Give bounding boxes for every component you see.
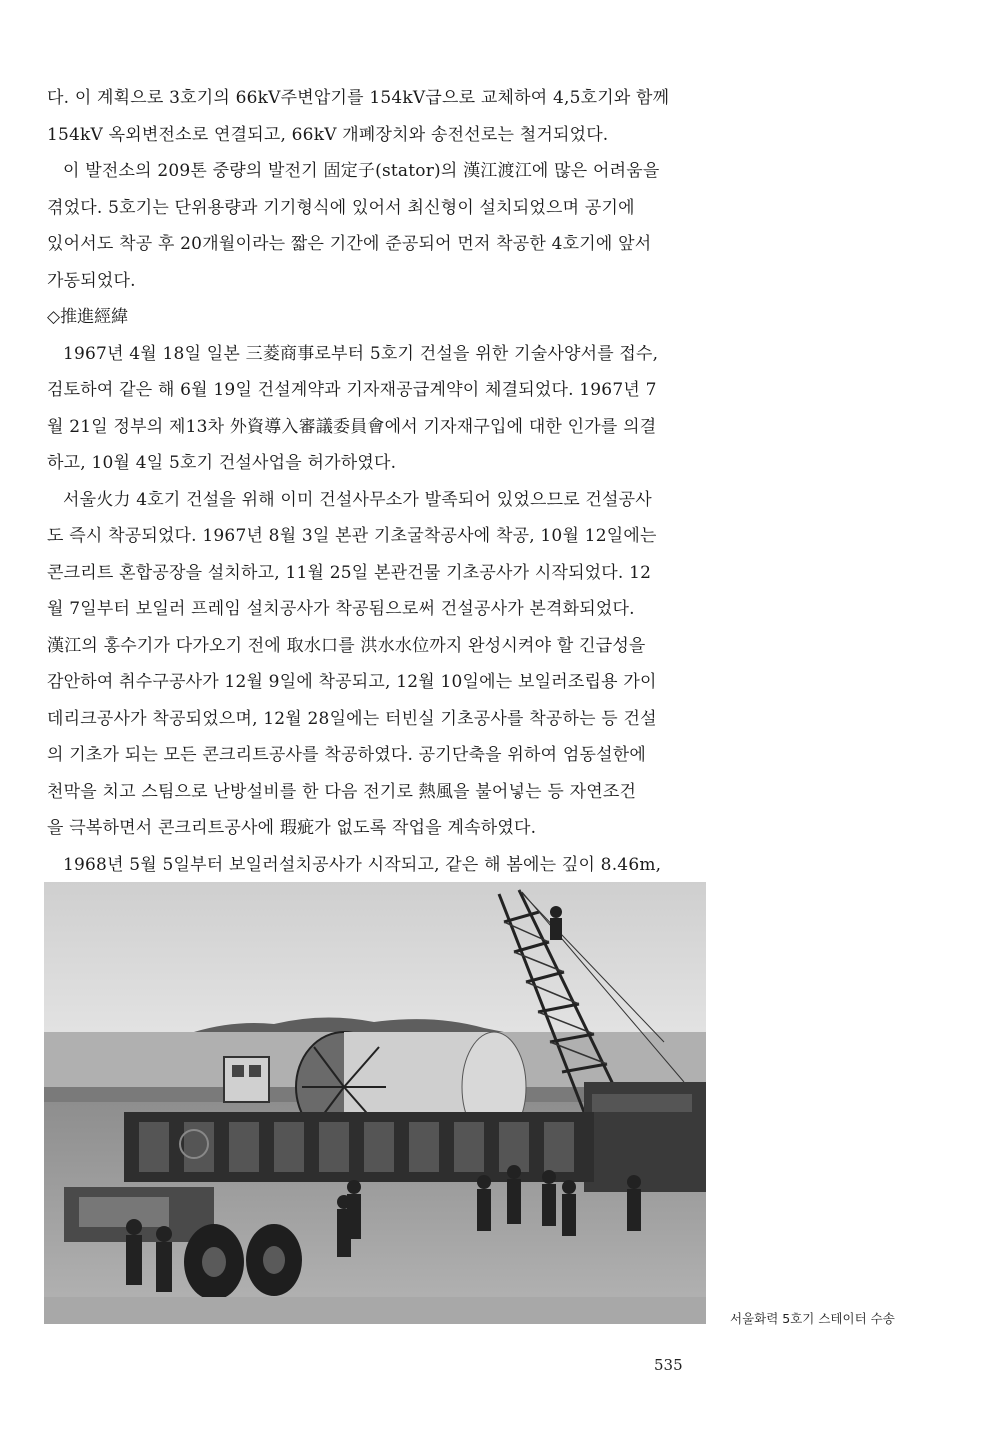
stator-transport-photo: [44, 882, 706, 1324]
photo-illustration: [44, 882, 706, 1324]
body-text: [47, 80, 707, 883]
body-line: 가동되었다.: [47, 270, 136, 291]
body-line: 다. 이 계획으로 3호기의 66kV주변압기를 154kV급으로 교체하여 4,5호기와 함께: [47, 88, 670, 108]
page-number: 535: [654, 1356, 683, 1374]
body-line: 을 극복하면서 콘크리트공사에 瑕疵가 없도록 작업을 계속하였다.: [47, 818, 537, 838]
body-line: 겪었다. 5호기는 단위용량과 기기형식에 있어서 최신형이 설치되었으며 공기에: [47, 197, 635, 218]
body-line: 월 21일 정부의 제13차 外資導入審議委員會에서 기자재구입에 대한 인가를 의결: [47, 416, 657, 437]
body-line: 154kV 옥외변전소로 연결되고, 66kV 개폐장치와 송전선로는 철거되었다.: [47, 124, 609, 145]
body-line: 검토하여 같은 해 6월 19일 건설계약과 기자재공급계약이 체결되었다. 1967년 7: [47, 380, 657, 400]
body-line: 도 즉시 착공되었다. 1967년 8월 3일 본관 기초굴착공사에 착공, 10월 12일에는: [47, 526, 657, 546]
body-line: 천막을 치고 스팀으로 난방설비를 한 다음 전기로 熱風을 불어넣는 등 자연조건: [47, 781, 637, 802]
body-line: 콘크리트 혼합공장을 설치하고, 11월 25일 본관건물 기초공사가 시작되었다. 12: [47, 562, 652, 583]
body-line: 1968년 5월 5일부터 보일러설치공사가 시작되고, 같은 해 봄에는 깊이 8.46m,: [63, 854, 662, 875]
body-line: 서울火力 4호기 건설을 위해 이미 건설사무소가 발족되어 있었으므로 건설공사: [63, 489, 652, 510]
body-line: 하고, 10월 4일 5호기 건설사업을 허가하였다.: [47, 453, 397, 473]
body-line: 1967년 4월 18일 일본 三菱商事로부터 5호기 건설을 위한 기술사양서를 접수,: [63, 343, 659, 364]
body-line: 이 발전소의 209톤 중량의 발전기 固定子(stator)의 漢江渡江에 많은 어려움을: [63, 161, 660, 181]
body-line: 데리크공사가 착공되었으며, 12월 28일에는 터빈실 기초공사를 착공하는 등 건설: [47, 708, 657, 729]
body-line: 있어서도 착공 후 20개월이라는 짧은 기간에 준공되어 먼저 착공한 4호기에 앞서: [47, 234, 652, 254]
body-line: 월 7일부터 보일러 프레임 설치공사가 착공됨으로써 건설공사가 본격화되었다.: [47, 599, 635, 619]
body-line: 漢江의 홍수기가 다가오기 전에 取水口를 洪水水位까지 완성시켜야 할 긴급성을: [47, 635, 646, 656]
body-line: 감안하여 취수구공사가 12월 9일에 착공되고, 12월 10일에는 보일러조립용 가이: [47, 672, 657, 692]
photo-caption: 서울화력 5호기 스테이터 수송: [730, 1311, 895, 1326]
body-line: 의 기초가 되는 모든 콘크리트공사를 착공하였다. 공기단축을 위하여 엄동설한에: [47, 745, 646, 765]
section-heading: ◇推進經緯: [47, 307, 129, 327]
